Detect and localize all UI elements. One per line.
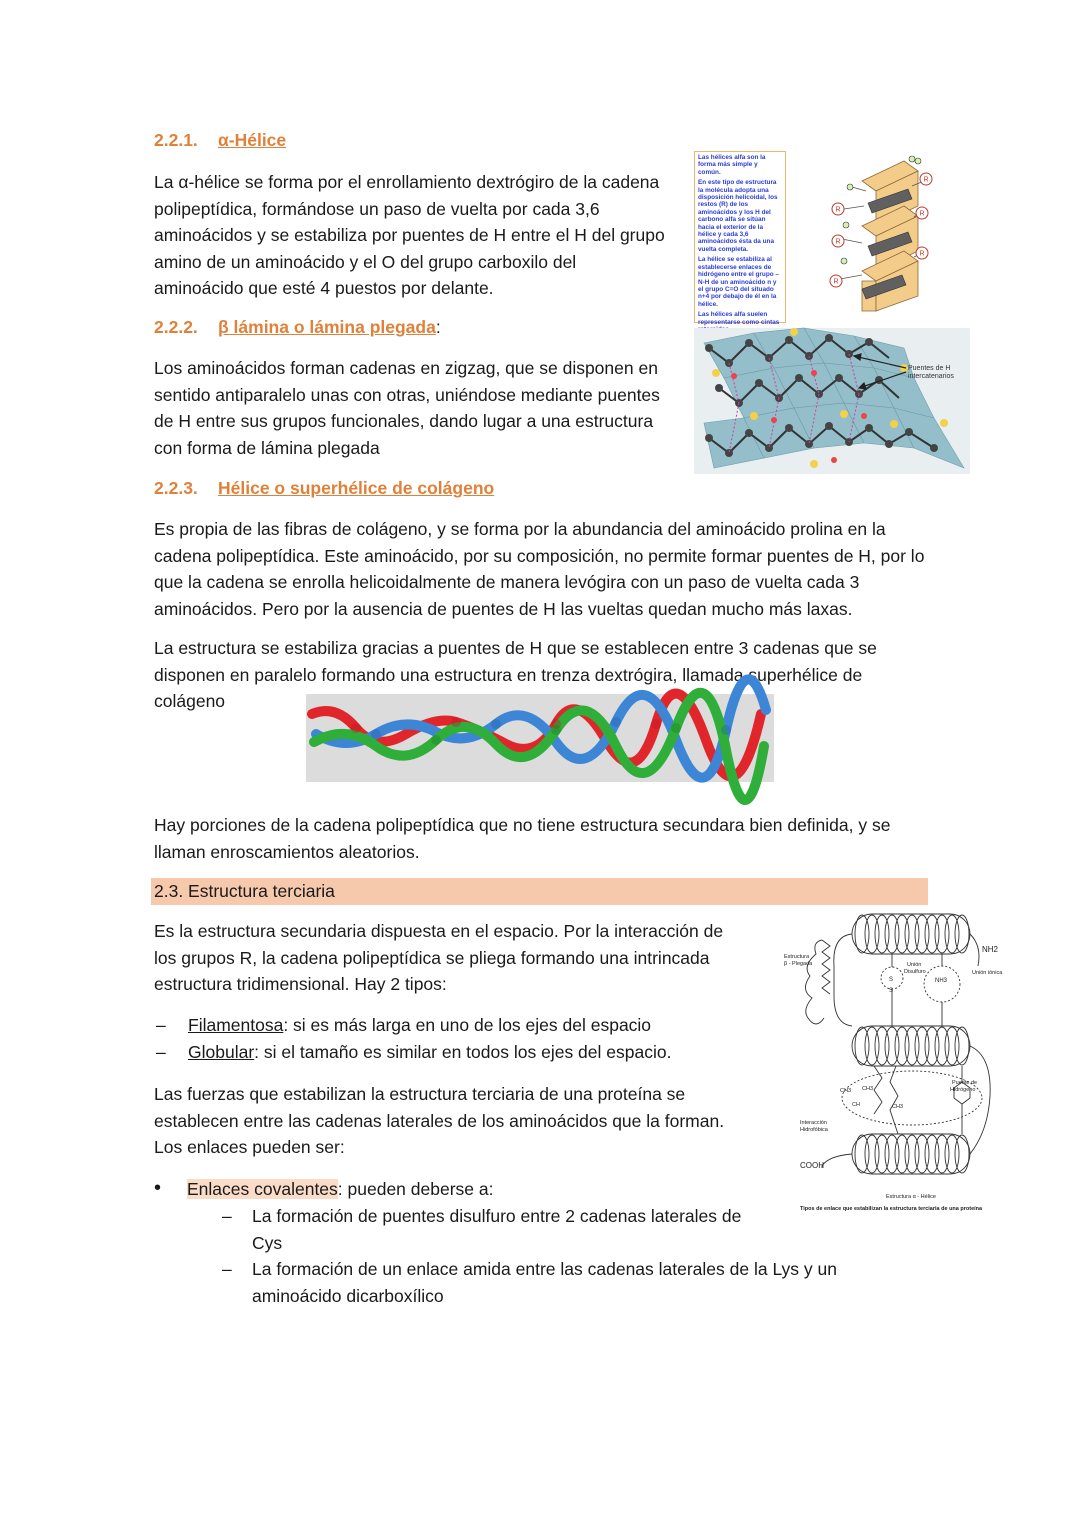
list-item: – La formación de un enlace amida entre las cadenas laterales de la Lys y un aminoácido dicarboxílico bbox=[220, 1256, 860, 1309]
ch3-label: CH3 bbox=[840, 1088, 852, 1094]
covalent-term: Enlaces covalentes bbox=[187, 1179, 338, 1199]
heading-number: 2.2.2. bbox=[154, 317, 198, 337]
type-desc: : si es más larga en uno de los ejes del espacio bbox=[283, 1015, 652, 1035]
covalent-sub-list bbox=[220, 1203, 860, 1309]
type-term: Globular bbox=[188, 1042, 255, 1062]
note-4: Las hélices alfa suelen representarse como cintas bbox=[698, 311, 780, 326]
section-band-tertiary: 2.3. Estructura terciaria bbox=[151, 878, 928, 905]
beta-sheet-drawing bbox=[694, 328, 970, 474]
paragraph-forces: Las fuerzas que estabilizan la estructura terciaria de una proteína se establecen entre las cadenas laterales de los aminoácidos que la forman. Los enlaces pueden ser: bbox=[154, 1084, 725, 1157]
tertiary-structure-figure bbox=[782, 906, 1008, 1216]
alpha-helix-drawing bbox=[822, 151, 970, 321]
r-group-label: R bbox=[835, 238, 841, 246]
hbond-label: Puentes de H bbox=[908, 365, 951, 372]
bullet-dot: • bbox=[154, 1177, 162, 1199]
hydrophobic-label: Hidrofóbica bbox=[800, 1127, 828, 1133]
r-group-label: R bbox=[833, 278, 839, 286]
list-item: – La formación de puentes disulfuro entre 2 cadenas laterales de Cys bbox=[220, 1203, 757, 1256]
collagen-drawing bbox=[306, 694, 774, 782]
nh3-label: NH3 bbox=[935, 978, 948, 984]
beta-sheet-label: Estructura bbox=[784, 954, 810, 960]
paragraph-alpha-helix: La α-hélice se forma por el enrollamiento dextrógiro de la cadena polipeptídica, formándose un paso de vuelta por cada 3,6 aminoácidos y se estabiliza por puentes de H entre el H del grupo amino de un aminoácido y el O del grupo carboxilo del aminoácido que esté 4 puestos por delante. bbox=[154, 172, 665, 298]
paragraph-collagen-2: La estructura se estabiliza gracias a puentes de H que se establecen entre 3 cadenas que se disponen en paralelo formando una estructura en trenza dextrógira, llamada superhélice de colágeno bbox=[154, 638, 877, 711]
covalent-bullet bbox=[154, 1176, 774, 1203]
heading-alpha-helix bbox=[154, 130, 286, 151]
list-item bbox=[154, 1039, 754, 1066]
hbond-label: intercatenarios bbox=[908, 373, 954, 380]
paragraph-collagen-1: Es propia de las fibras de colágeno, y se forma por la abundancia del aminoácido prolina en la cadena polipeptídica. Este aminoácido, por su composición, no permite formar puentes de H, por lo que la cadena se enrolla helicoidalmente de manera levógira con un paso de vuelta cada 3 aminoácidos. Pero por la ausencia de puentes de H las vueltas quedan mucho más laxas. bbox=[154, 519, 925, 619]
paragraph-random-coil: Hay porciones de la cadena polipeptídica que no tiene estructura secundara bien definida, y se llaman enroscamientos aleatorios. bbox=[154, 815, 891, 862]
note-1: Las hélices alfa son la forma más simple y común. bbox=[698, 154, 766, 176]
type-desc: : si el tamaño es similar en todos los ejes del espacio. bbox=[254, 1042, 672, 1062]
list-item bbox=[154, 1012, 754, 1039]
r-group-label: R bbox=[923, 176, 929, 184]
heading-number: 2.2.3. bbox=[154, 478, 198, 498]
heading-title: α-Hélice bbox=[218, 130, 287, 150]
tertiary-structure-drawing bbox=[782, 906, 1008, 1216]
alpha-helix-figure bbox=[694, 151, 970, 326]
sulfur-label: S bbox=[889, 988, 894, 994]
type-term: Filamentosa bbox=[188, 1015, 284, 1035]
r-group-label: R bbox=[919, 250, 925, 258]
r-group-label: R bbox=[835, 206, 841, 214]
ionic-label: Unión iónica bbox=[972, 970, 1003, 976]
alpha-helix-notes bbox=[694, 151, 786, 326]
covalent-rest: : pueden deberse a: bbox=[337, 1179, 494, 1199]
disulfide-label: Unión bbox=[907, 962, 922, 968]
hbond-label: Hidrógeno bbox=[950, 1087, 976, 1093]
hydrophobic-label: Interacción bbox=[800, 1120, 827, 1126]
nh2-label: NH2 bbox=[982, 945, 999, 954]
ch3-label: CH3 bbox=[892, 1104, 904, 1110]
note-2: En este tipo de estructura la molécula adopta una disposición helicoidal, los restos (R) de los aminoácidos y los H del carbono alfa se sitúan hacia el exterior de la hélice y cada 3,6 aminoácidos ésta da una vuelta completa. bbox=[698, 179, 778, 253]
ch3-label: CH3 bbox=[862, 1086, 874, 1092]
collagen-figure bbox=[306, 694, 774, 782]
paragraph-beta-sheet: Los aminoácidos forman cadenas en zigzag, que se disponen en sentido antiparalelo unas con otras, uniéndose mediante puentes de H entre sus grupos funcionales, dando lugar a una estructura con forma de lámina plegada bbox=[154, 358, 660, 458]
ch-label: CH bbox=[852, 1102, 860, 1108]
sulfur-label: S bbox=[889, 977, 894, 983]
disulfide-label: Disulfuro bbox=[904, 969, 926, 975]
heading-title: β lámina o lámina plegada bbox=[218, 317, 436, 337]
heading-title: Hélice o superhélice de colágeno bbox=[218, 478, 495, 498]
heading-colon: : bbox=[435, 317, 441, 337]
heading-collagen bbox=[154, 478, 494, 499]
tertiary-types-list bbox=[154, 1012, 754, 1066]
hbond-label: Puente de bbox=[952, 1080, 978, 1086]
heading-beta-sheet bbox=[154, 317, 441, 338]
heading-number: 2.2.1. bbox=[154, 130, 198, 150]
beta-sheet-label: β - Plegada bbox=[784, 961, 813, 967]
cooh-label: COOH bbox=[800, 1161, 824, 1170]
figure-caption: Tipos de enlace que estabilizan la estructura terciaria de una proteína bbox=[800, 1206, 983, 1212]
paragraph-tertiary-intro: Es la estructura secundaria dispuesta en el espacio. Por la interacción de los grupos R, la cadena polipeptídica se pliega formando una intrincada estructura tridimensional. Hay 2 tipos: bbox=[154, 921, 724, 994]
r-group-label: R bbox=[919, 210, 925, 218]
alpha-helix-label: Estructura α - Hélice bbox=[886, 1194, 936, 1200]
beta-sheet-figure bbox=[694, 328, 970, 474]
note-3: La hélice se estabiliza al establecerse enlaces de hidrógeno entre el grupo –N-H de un aminoácido n y el grupo C=O del situado n+4 por debajo de él en la hélice. bbox=[698, 256, 779, 308]
